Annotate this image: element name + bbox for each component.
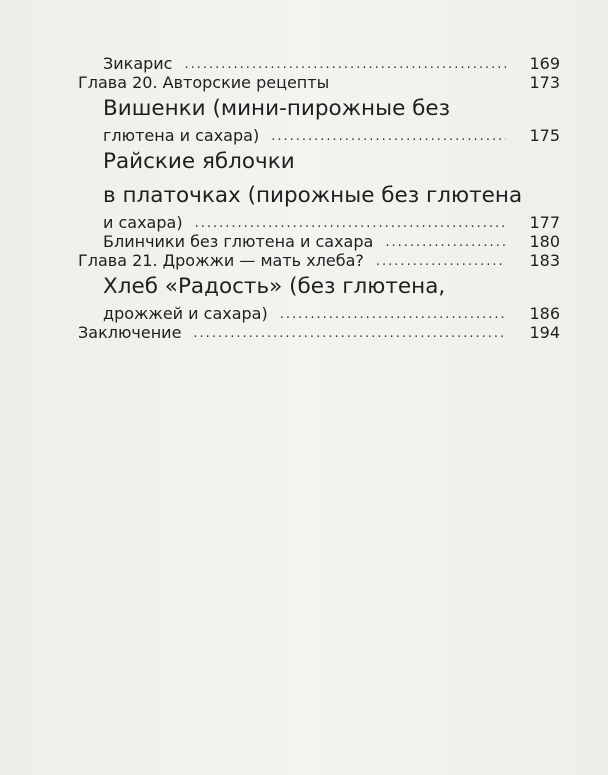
- toc-entry-page: 180: [529, 232, 560, 251]
- toc-leader-dots: [385, 235, 506, 250]
- toc-entry-title: дрожжей и сахара): [103, 304, 268, 323]
- toc-entry-line: [78, 179, 560, 213]
- toc-entry: [78, 73, 560, 92]
- toc-entry-page: 177: [529, 213, 560, 232]
- toc-entry-line: [78, 145, 560, 179]
- toc-entry-title: Хлеб «Радость» (без глютена,: [103, 274, 446, 299]
- toc-entry-page: 175: [529, 126, 560, 145]
- toc-entry-page: 173: [529, 73, 560, 92]
- toc-entry-page: 183: [529, 251, 560, 270]
- toc-entry-title: Глава 20. Авторские рецепты: [78, 73, 330, 92]
- toc-leader-dots: [271, 129, 506, 144]
- toc-entry-title: Глава 21. Дрожжи — мать хлеба?: [78, 251, 364, 270]
- toc-entry: [78, 323, 560, 342]
- toc-entry-title: Зикарис: [103, 54, 173, 73]
- toc-leader-dots: [184, 57, 506, 72]
- toc-entry-title: Райские яблочки: [103, 149, 295, 174]
- toc-entry-title: в платочках (пирожные без глютена: [103, 183, 523, 208]
- toc-entry-title: Вишенки (мини-пирожные без: [103, 96, 451, 121]
- toc-entry-page: 186: [529, 304, 560, 323]
- toc-entry: [78, 251, 560, 270]
- toc-entry-title: Блинчики без глютена и сахара: [103, 232, 374, 251]
- toc-entry-page: 194: [529, 323, 560, 342]
- toc-leader-dots: [193, 326, 506, 341]
- toc-leader-dots: [376, 254, 506, 269]
- toc-entry-line: [78, 92, 560, 126]
- toc-entry-title: и сахара): [103, 213, 183, 232]
- toc-entry: [78, 213, 560, 232]
- toc-leader-dots: [195, 216, 506, 231]
- toc-entry-title: Заключение: [78, 323, 182, 342]
- toc-entry-line: [78, 270, 560, 304]
- toc-entry: [78, 54, 560, 73]
- toc-entry: [78, 304, 560, 323]
- toc-leader-dots: [280, 307, 506, 322]
- toc-entry-page: 169: [529, 54, 560, 73]
- toc-entry: [78, 232, 560, 251]
- toc-entry-title: глютена и сахара): [103, 126, 260, 145]
- table-of-contents: [78, 54, 560, 342]
- toc-entry: [78, 126, 560, 145]
